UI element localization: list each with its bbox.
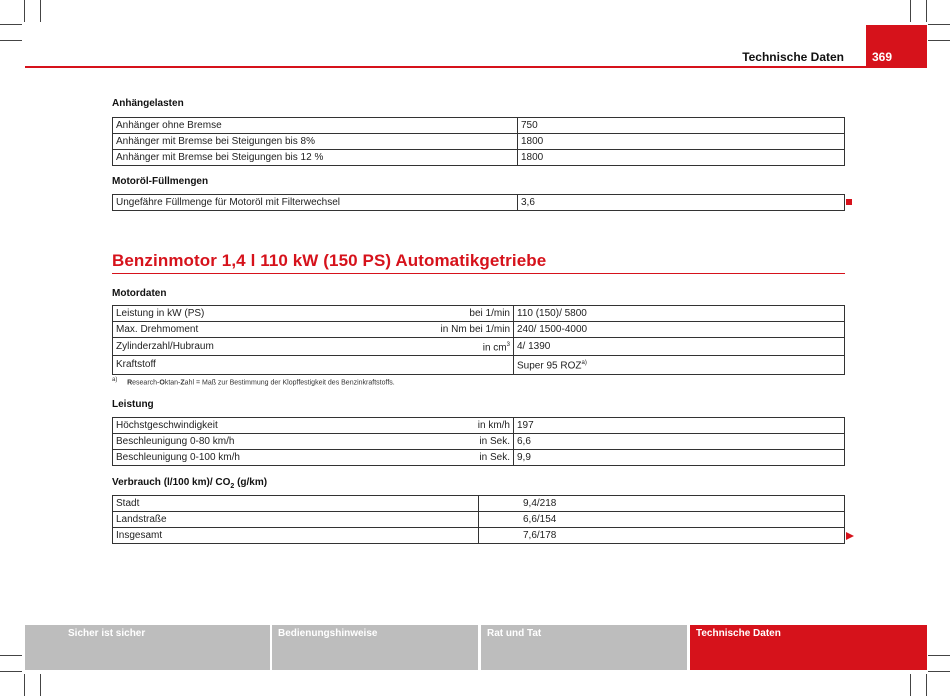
consumption-heading-unit: (g/km) bbox=[234, 477, 268, 488]
table-row bbox=[113, 434, 845, 450]
row-unit: in cm bbox=[482, 342, 507, 354]
row-label: Anhänger mit Bremse bei Steigungen bis 12 % bbox=[113, 150, 518, 166]
row-value: 110 (150)/ 5800 bbox=[514, 306, 845, 322]
crop-mark bbox=[0, 671, 22, 672]
section-title: Benzinmotor 1,4 l 110 kW (150 PS) Automatikgetriebe bbox=[112, 251, 547, 270]
table-row bbox=[113, 322, 845, 338]
row-unit-cell bbox=[377, 338, 514, 356]
engine-table bbox=[112, 305, 845, 375]
table-row bbox=[113, 450, 845, 466]
consumption-heading-text: Verbrauch (l/100 km)/ CO bbox=[112, 477, 231, 488]
footnote-bold-letter: Z bbox=[180, 379, 185, 387]
table-row bbox=[113, 356, 845, 374]
table-row bbox=[113, 306, 845, 322]
row-unit: in Sek. bbox=[377, 450, 514, 466]
row-value: 750 bbox=[518, 118, 845, 134]
row-label: Max. Drehmoment bbox=[113, 322, 378, 338]
consumption-table bbox=[112, 495, 845, 544]
row-value: 9,9 bbox=[514, 450, 845, 466]
footnote-marker: a) bbox=[112, 377, 118, 383]
footnote-bold-letter: R bbox=[127, 379, 133, 387]
row-label: Beschleunigung 0-80 km/h bbox=[113, 434, 378, 450]
engine-heading: Motordaten bbox=[112, 288, 167, 299]
footnote-ref: a) bbox=[581, 360, 587, 367]
continue-arrow-icon bbox=[846, 532, 854, 540]
crop-mark bbox=[928, 40, 950, 41]
row-value-cell bbox=[514, 356, 845, 374]
row-label: Anhänger ohne Bremse bbox=[113, 118, 518, 134]
row-unit: in Nm bei 1/min bbox=[377, 322, 514, 338]
row-label: Zylinderzahl/Hubraum bbox=[113, 338, 378, 356]
table-row bbox=[113, 418, 845, 434]
row-value: 6,6/154 bbox=[479, 512, 845, 528]
nav-tab-label: Bedienungshinweise bbox=[278, 628, 378, 639]
crop-mark bbox=[926, 0, 927, 22]
table-row bbox=[113, 512, 845, 528]
crop-mark bbox=[24, 0, 25, 22]
co2-subscript: 2 bbox=[230, 483, 235, 490]
crop-mark bbox=[926, 674, 927, 696]
row-unit: bei 1/min bbox=[377, 306, 514, 322]
table-row bbox=[113, 150, 845, 166]
performance-table bbox=[112, 417, 845, 466]
row-label: Insgesamt bbox=[113, 528, 479, 544]
row-value: 1800 bbox=[518, 134, 845, 150]
row-label: Beschleunigung 0-100 km/h bbox=[113, 450, 378, 466]
section-end-marker bbox=[846, 199, 852, 205]
crop-mark bbox=[928, 655, 950, 656]
crop-mark bbox=[40, 0, 41, 22]
table-row bbox=[113, 338, 845, 356]
row-label: Stadt bbox=[113, 496, 479, 512]
row-value: 7,6/178 bbox=[479, 528, 845, 544]
row-unit: in Sek. bbox=[377, 434, 514, 450]
row-value: 6,6 bbox=[514, 434, 845, 450]
nav-tab-rat-und-tat[interactable] bbox=[481, 625, 687, 670]
nav-tab-sicher-ist-sicher[interactable] bbox=[25, 625, 270, 670]
table-row bbox=[113, 118, 845, 134]
nav-tab-label: Sicher ist sicher bbox=[68, 628, 146, 639]
consumption-heading bbox=[112, 477, 267, 490]
section-title-rule bbox=[112, 273, 845, 274]
footnote-text: ktan- bbox=[164, 379, 181, 387]
crop-mark bbox=[24, 674, 25, 696]
nav-tab-label: Rat und Tat bbox=[487, 628, 542, 639]
crop-mark bbox=[910, 0, 911, 22]
nav-tab-bedienungshinweise[interactable] bbox=[272, 625, 478, 670]
row-unit bbox=[377, 356, 514, 374]
oil-table bbox=[112, 194, 845, 211]
row-label: Kraftstoff bbox=[113, 356, 378, 374]
performance-heading: Leistung bbox=[112, 399, 154, 410]
table-row bbox=[113, 528, 845, 544]
row-value: 3,6 bbox=[518, 195, 845, 211]
footnote bbox=[112, 377, 395, 386]
row-label: Leistung in kW (PS) bbox=[113, 306, 378, 322]
footnote-bold-letter: O bbox=[159, 379, 165, 387]
nav-tab-technische-daten[interactable] bbox=[690, 625, 927, 670]
footnote-text: ahl = Maß zur Bestimmung der Klopffestigkeit des Benzinkraftstoffs. bbox=[184, 379, 395, 387]
oil-heading: Motoröl-Füllmengen bbox=[112, 176, 209, 187]
table-row bbox=[113, 195, 845, 211]
crop-mark bbox=[0, 24, 22, 25]
row-value: Super 95 ROZ bbox=[517, 360, 582, 372]
trailer-heading: Anhängelasten bbox=[112, 98, 184, 109]
row-label: Höchstgeschwindigkeit bbox=[113, 418, 378, 434]
table-row bbox=[113, 496, 845, 512]
crop-mark bbox=[928, 671, 950, 672]
row-value: 9,4/218 bbox=[479, 496, 845, 512]
trailer-table bbox=[112, 117, 845, 166]
page-header-title: Technische Daten bbox=[742, 50, 844, 64]
row-unit: in km/h bbox=[377, 418, 514, 434]
crop-mark bbox=[0, 40, 22, 41]
row-label: Landstraße bbox=[113, 512, 479, 528]
row-value: 4/ 1390 bbox=[514, 338, 845, 356]
row-label: Ungefähre Füllmenge für Motoröl mit Filterwechsel bbox=[113, 195, 518, 211]
row-value: 197 bbox=[514, 418, 845, 434]
table-row bbox=[113, 134, 845, 150]
header-rule bbox=[25, 66, 927, 68]
crop-mark bbox=[928, 24, 950, 25]
crop-mark bbox=[40, 674, 41, 696]
footnote-text: esearch- bbox=[132, 379, 160, 387]
row-label: Anhänger mit Bremse bei Steigungen bis 8% bbox=[113, 134, 518, 150]
row-value: 1800 bbox=[518, 150, 845, 166]
crop-mark bbox=[910, 674, 911, 696]
unit-superscript: 3 bbox=[506, 342, 510, 348]
nav-tab-label: Technische Daten bbox=[696, 628, 781, 639]
row-value: 240/ 1500-4000 bbox=[514, 322, 845, 338]
page-number: 369 bbox=[872, 50, 893, 64]
crop-mark bbox=[0, 655, 22, 656]
